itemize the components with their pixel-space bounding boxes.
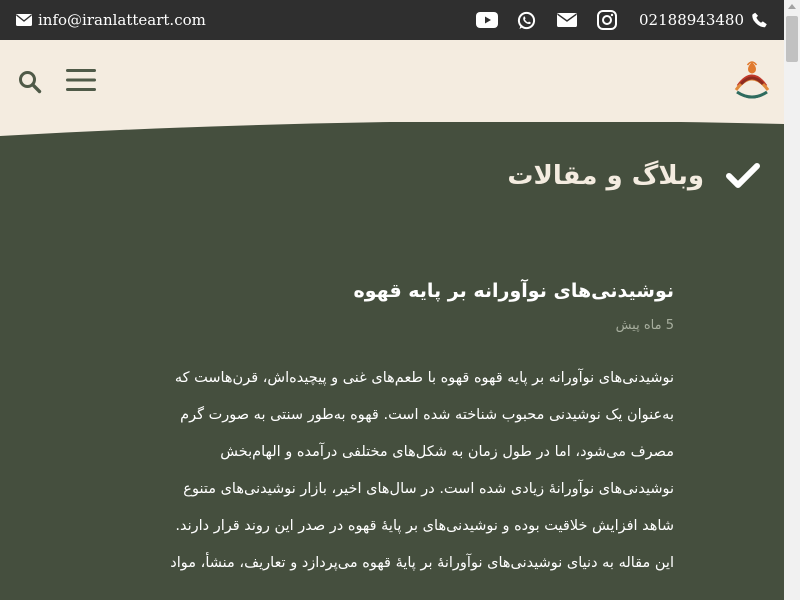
email-text: info@iranlatteart.com <box>38 11 206 29</box>
instagram-link[interactable] <box>597 0 617 40</box>
header-wave-divider <box>0 120 784 144</box>
mail-icon <box>557 13 577 27</box>
youtube-link[interactable] <box>476 0 498 40</box>
phone-number: 02188943480 <box>639 11 744 29</box>
youtube-icon <box>476 12 498 28</box>
post-title[interactable]: نوشیدنی‌های نوآورانه بر پایه قهوه <box>353 280 674 302</box>
instagram-icon <box>597 10 617 30</box>
post-line: نوشیدنی‌های نوآورانه بر پایه قهوه قهوه با طعم‌های غنی و پیچیده‌اش، قرن‌هاست که <box>174 370 674 386</box>
whatsapp-link[interactable] <box>517 0 536 40</box>
scroll-up-arrow-icon[interactable] <box>788 4 796 9</box>
post-line: نوشیدنی‌های نوآورانهٔ زیادی شده است. در سال‌های اخیر، بازار نوشیدنی‌های متنوع <box>183 481 674 497</box>
post-line: به‌عنوان یک نوشیدنی محبوب شناخته شده است. قهوه به‌طور سنتی به صورت گرم <box>180 407 674 423</box>
search-icon[interactable] <box>18 70 42 94</box>
whatsapp-icon <box>517 11 536 30</box>
section-heading <box>507 152 760 200</box>
scrollbar-thumb[interactable] <box>786 16 798 62</box>
email-link[interactable] <box>16 0 206 40</box>
scrollbar[interactable] <box>784 0 800 600</box>
post-date: 5 ماه پیش <box>615 318 674 333</box>
post-line: شاهد افزایش خلاقیت بوده و نوشیدنی‌های بر پایهٔ قهوه در صدر این روند قرار دارند. <box>175 518 674 534</box>
envelope-icon <box>16 14 32 26</box>
section-title: وبلاگ و مقالات <box>507 161 704 191</box>
phone-link[interactable] <box>639 0 768 40</box>
logo[interactable] <box>734 60 770 100</box>
main-navbar <box>0 40 784 122</box>
post-line: این مقاله به دنیای نوشیدنی‌های نوآورانهٔ بر پایهٔ قهوه می‌پردازد و تعاریف، منشأ، مواد <box>170 555 674 571</box>
post-line: مصرف می‌شود، اما در طول زمان به شکل‌های مختلفی درآمده و الهام‌بخش <box>220 444 674 460</box>
menu-icon[interactable] <box>66 68 96 92</box>
mail-link[interactable] <box>557 0 577 40</box>
top-bar <box>0 0 784 40</box>
phone-icon <box>752 12 768 28</box>
post-body <box>134 360 674 582</box>
checkmark-icon <box>726 163 760 189</box>
